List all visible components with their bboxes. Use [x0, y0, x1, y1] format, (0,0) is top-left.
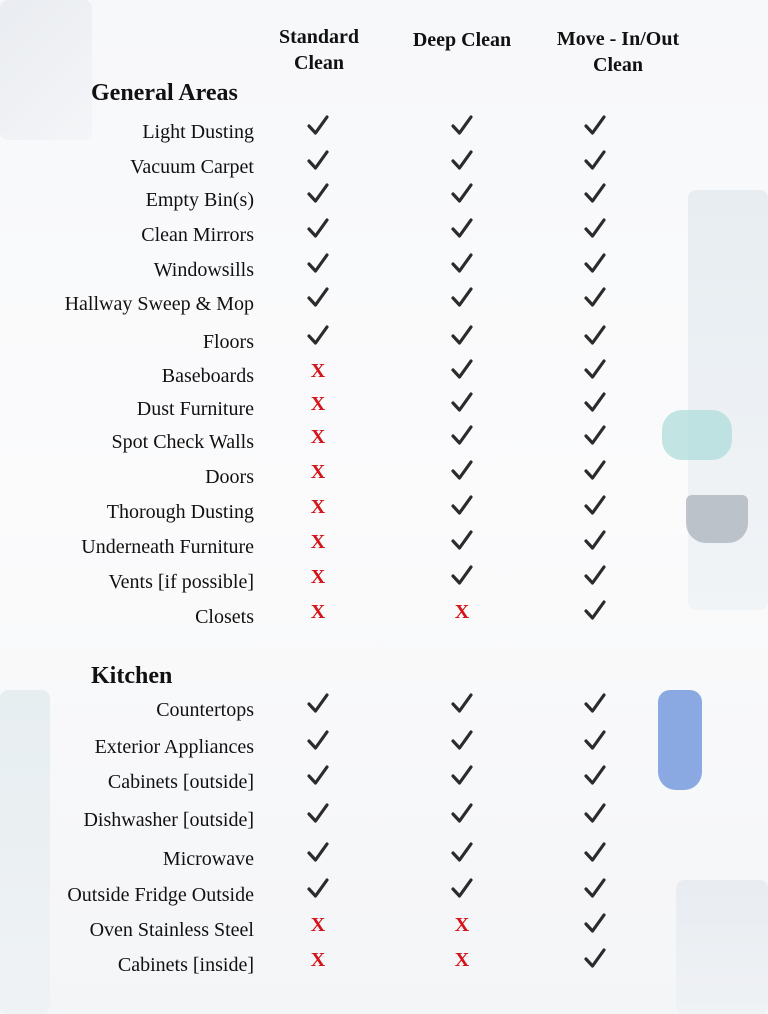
check-icon	[304, 147, 332, 175]
column-header-deep	[398, 27, 526, 53]
row-label: Clean Mirrors	[141, 224, 254, 246]
spray-bottle-icon	[658, 690, 702, 790]
excluded-x-mark: X	[454, 949, 470, 971]
check-icon	[448, 322, 476, 350]
row-label: Dust Furniture	[136, 398, 254, 420]
check-icon	[581, 356, 609, 384]
column-header-move	[540, 26, 696, 78]
check-icon	[581, 527, 609, 555]
check-icon	[581, 250, 609, 278]
check-icon	[581, 180, 609, 208]
row-label: Countertops	[156, 699, 254, 721]
check-icon	[448, 389, 476, 417]
check-icon	[581, 727, 609, 755]
check-icon	[304, 875, 332, 903]
check-icon	[581, 322, 609, 350]
check-icon	[304, 839, 332, 867]
column-header-standard-line2: Clean	[294, 52, 344, 74]
check-icon	[448, 250, 476, 278]
check-icon	[448, 800, 476, 828]
excluded-x-mark: X	[454, 914, 470, 936]
row-label: Vents [if possible]	[108, 571, 254, 593]
check-icon	[581, 389, 609, 417]
row-label: Thorough Dusting	[106, 501, 254, 523]
teal-bowl-icon	[662, 410, 732, 460]
check-icon	[581, 422, 609, 450]
column-header-standard	[262, 24, 376, 76]
check-icon	[448, 492, 476, 520]
row-label: Outside Fridge Outside	[67, 884, 254, 906]
row-label: Oven Stainless Steel	[89, 919, 254, 941]
basket-icon	[686, 495, 748, 543]
check-icon	[448, 284, 476, 312]
column-header-standard-line1: Standard	[278, 26, 360, 48]
row-label: Hallway Sweep & Mop	[64, 293, 254, 315]
check-icon	[448, 457, 476, 485]
section-title-kitchen: Kitchen	[91, 663, 173, 689]
check-icon	[581, 457, 609, 485]
check-icon	[448, 762, 476, 790]
row-label: Closets	[195, 606, 254, 628]
check-icon	[304, 284, 332, 312]
row-label: Exterior Appliances	[94, 736, 254, 758]
row-label: Cabinets [inside]	[117, 954, 254, 976]
check-icon	[448, 527, 476, 555]
check-icon	[448, 112, 476, 140]
check-icon	[304, 322, 332, 350]
check-icon	[448, 727, 476, 755]
row-label: Microwave	[162, 848, 254, 870]
excluded-x-mark: X	[310, 914, 326, 936]
background-cleaning-supplies-top-left	[0, 0, 92, 140]
check-icon	[581, 875, 609, 903]
check-icon	[581, 492, 609, 520]
column-header-move-line1: Move - In/Out	[556, 28, 680, 50]
row-label: Spot Check Walls	[111, 431, 254, 453]
check-icon	[448, 147, 476, 175]
row-label: Light Dusting	[142, 121, 254, 143]
check-icon	[448, 690, 476, 718]
row-label: Cabinets [outside]	[107, 771, 254, 793]
excluded-x-mark: X	[310, 360, 326, 382]
row-label: Empty Bin(s)	[145, 189, 254, 211]
check-icon	[304, 762, 332, 790]
check-icon	[448, 215, 476, 243]
excluded-x-mark: X	[310, 531, 326, 553]
background-cleaning-supplies-bottom-left	[0, 690, 50, 1014]
excluded-x-mark: X	[310, 949, 326, 971]
check-icon	[581, 945, 609, 973]
check-icon	[581, 910, 609, 938]
check-icon	[304, 215, 332, 243]
check-icon	[448, 839, 476, 867]
check-icon	[581, 562, 609, 590]
row-label: Windowsills	[153, 259, 254, 281]
background-cleaning-supplies-right-bottom	[676, 880, 768, 1014]
row-label: Vacuum Carpet	[130, 156, 254, 178]
excluded-x-mark: X	[310, 461, 326, 483]
check-icon	[304, 180, 332, 208]
check-icon	[304, 112, 332, 140]
check-icon	[581, 147, 609, 175]
excluded-x-mark: X	[310, 426, 326, 448]
check-icon	[304, 250, 332, 278]
check-icon	[581, 597, 609, 625]
check-icon	[448, 422, 476, 450]
column-header-move-line2: Clean	[593, 54, 643, 76]
check-icon	[304, 727, 332, 755]
check-icon	[581, 839, 609, 867]
row-label: Doors	[205, 466, 254, 488]
section-title-general-areas: General Areas	[91, 80, 238, 106]
check-icon	[581, 284, 609, 312]
column-header-deep-line1: Deep Clean	[412, 29, 512, 51]
excluded-x-mark: X	[310, 601, 326, 623]
check-icon	[448, 562, 476, 590]
check-icon	[581, 215, 609, 243]
excluded-x-mark: X	[454, 601, 470, 623]
check-icon	[448, 875, 476, 903]
check-icon	[448, 180, 476, 208]
row-label: Underneath Furniture	[81, 536, 254, 558]
excluded-x-mark: X	[310, 566, 326, 588]
check-icon	[581, 800, 609, 828]
check-icon	[448, 356, 476, 384]
excluded-x-mark: X	[310, 496, 326, 518]
row-label: Floors	[202, 331, 254, 353]
check-icon	[581, 112, 609, 140]
check-icon	[304, 800, 332, 828]
check-icon	[581, 762, 609, 790]
check-icon	[581, 690, 609, 718]
row-label: Baseboards	[161, 365, 254, 387]
check-icon	[304, 690, 332, 718]
row-label: Dishwasher [outside]	[83, 809, 254, 831]
excluded-x-mark: X	[310, 393, 326, 415]
background-cleaning-supplies-right	[688, 190, 768, 610]
